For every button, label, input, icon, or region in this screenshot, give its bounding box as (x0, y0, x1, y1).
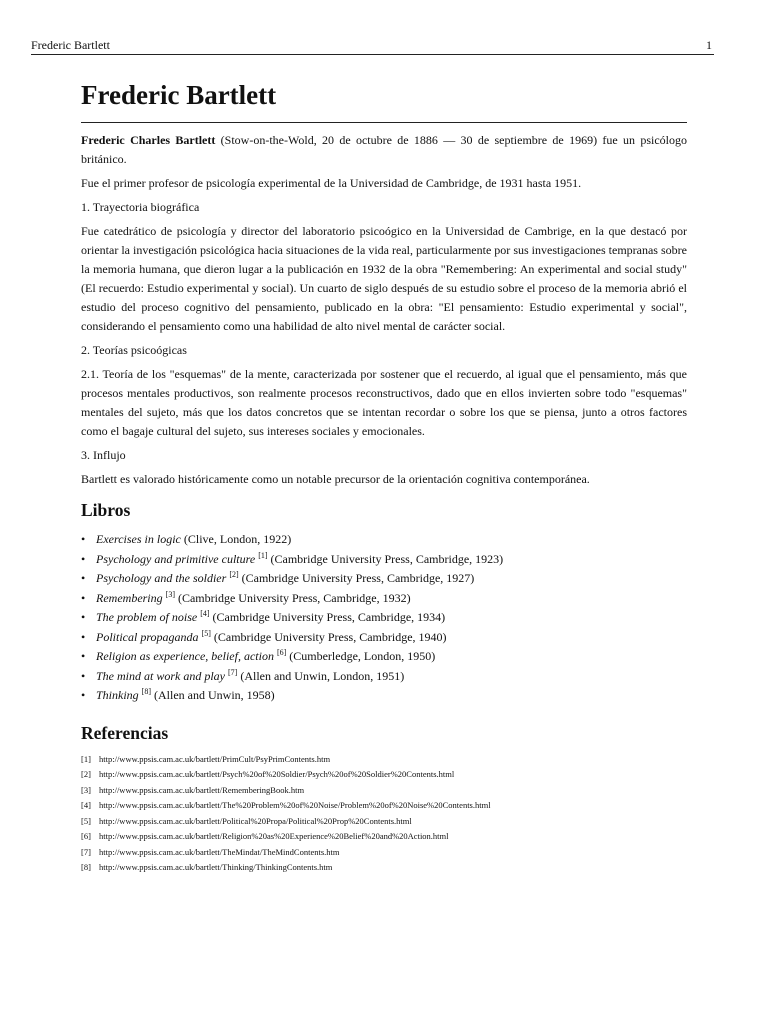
book-details: (Cambridge University Press, Cambridge, 1927) (238, 571, 475, 585)
reference-link[interactable]: http://www.ppsis.cam.ac.uk/bartlett/Psych%20of%20Soldier/Psych%20of%20Soldier%20Contents.html (99, 769, 455, 779)
book-title: Political propaganda (96, 629, 199, 644)
references-heading: Referencias (81, 722, 169, 743)
book-title: Religion as experience, belief, action (96, 649, 274, 663)
book-details: (Cambridge University Press, Cambridge, 1940) (210, 629, 447, 644)
subject-name: Frederic Charles Bartlett (81, 133, 216, 147)
footnote-link[interactable]: [5] (201, 628, 211, 638)
bullet-icon: • (81, 668, 86, 683)
book-item (81, 628, 687, 648)
running-header-title: Frederic Bartlett (31, 38, 110, 52)
footnote-link[interactable]: [7] (228, 667, 238, 677)
reference-number: [4] (81, 800, 91, 810)
bullet-icon: • (81, 532, 86, 546)
bullet-icon: • (81, 551, 86, 566)
book-item (81, 647, 687, 667)
paragraph-1: Fue el primer profesor de psicología experimental de la Universidad de Cambridge, de 1931 hasta 1951. (81, 176, 582, 190)
book-item (81, 530, 687, 550)
footnote-link[interactable]: [2] (229, 570, 239, 579)
books-heading: Libros (81, 500, 131, 520)
header-divider (31, 54, 714, 55)
footnote-link[interactable]: [6] (276, 648, 287, 657)
reference-item (81, 829, 687, 845)
reference-item (81, 814, 687, 830)
reference-item (81, 767, 687, 783)
reference-number: [2] (81, 769, 91, 779)
book-details: (Clive, London, 1922) (180, 532, 292, 546)
book-title: Remembering (96, 590, 163, 605)
book-details: (Cambridge University Press, Cambridge, 1932) (174, 590, 411, 605)
books-list (81, 530, 687, 706)
reference-item (81, 845, 687, 861)
book-title: The problem of noise (96, 610, 198, 624)
book-item (81, 569, 687, 589)
book-item (81, 686, 687, 706)
bullet-icon: • (81, 649, 86, 663)
reference-number: [1] (81, 753, 91, 764)
reference-item (81, 860, 687, 876)
book-title: The mind at work and play (96, 668, 225, 683)
bullet-icon: • (81, 610, 86, 624)
reference-number: [3] (81, 784, 91, 795)
page-title: Frederic Bartlett (81, 80, 277, 110)
book-item (81, 608, 687, 628)
bullet-icon: • (81, 688, 86, 702)
bullet-icon: • (81, 629, 86, 644)
reference-link[interactable]: http://www.ppsis.cam.ac.uk/bartlett/The%20Problem%20of%20Noise/Problem%20of%20Noise%20Contents.html (99, 800, 491, 810)
book-title: Thinking (96, 688, 139, 702)
book-title: Exercises in logic (96, 532, 181, 546)
reference-link[interactable]: http://www.ppsis.cam.ac.uk/bartlett/RememberingBook.htm (99, 784, 305, 795)
book-item (81, 667, 687, 687)
title-divider (81, 122, 687, 123)
reference-link[interactable]: http://www.ppsis.cam.ac.uk/bartlett/PrimCult/PsyPrimContents.htm (99, 753, 331, 764)
footnote-link[interactable]: [8] (141, 687, 151, 696)
footnote-link[interactable]: [3] (165, 589, 175, 599)
reference-number: [8] (81, 862, 91, 872)
book-title: Psychology and the soldier (96, 571, 227, 585)
section-label-2: 2. Teorías psicoógicas (81, 343, 187, 357)
lead-text: (Stow-on-the-Wold, 20 de octubre de 1886 — 30 de septiembre de 1969) fue un psicólogo británico. (81, 133, 687, 166)
book-item (81, 589, 687, 609)
bullet-icon: • (81, 571, 86, 585)
book-details: (Allen and Unwin, 1958) (151, 688, 275, 702)
reference-number: [7] (81, 846, 91, 857)
reference-link[interactable]: http://www.ppsis.cam.ac.uk/bartlett/TheMindat/TheMindContents.htm (99, 846, 340, 857)
paragraph-2: Fue catedrático de psicología y director del laboratorio psicoógico en la Universidad de Cambrige, en la que destacó por orientar la investigación psicológica hacia situaciones de la vida real, particularmente por sus investigaciones tempranas sobre la memoria humana, que dieron lugar a la publicación en 1932 de la obra "Remembering: An experimental and social study" (El recuerdo: Estudio experimental y social). Un cuarto de siglo después de su estudio sobre el proceso de la memoria abrió el estudio del proceso cognitivo del pensamiento, publicado en la obra: "El pensamiento: Estudio experimental y social", considerando el pensamiento como una habilidad de alto nivel mental de carácter social. (81, 224, 687, 333)
reference-link[interactable]: http://www.ppsis.cam.ac.uk/bartlett/Thinking/ThinkingContents.htm (99, 862, 333, 872)
book-details: (Allen and Unwin, London, 1951) (237, 668, 405, 683)
footnote-link[interactable]: [1] (258, 550, 268, 560)
reference-item (81, 752, 687, 768)
book-details: (Cambridge University Press, Cambridge, 1923) (267, 551, 504, 566)
reference-item (81, 783, 687, 799)
bullet-icon: • (81, 590, 86, 605)
reference-link[interactable]: http://www.ppsis.cam.ac.uk/bartlett/Religion%20as%20Experience%20Belief%20and%20Action.html (99, 831, 449, 841)
lead-paragraph (81, 131, 687, 169)
paragraph-4: Bartlett es valorado históricamente como un notable precursor de la orientación cognitiva contemporánea. (81, 472, 590, 486)
reference-number: [5] (81, 815, 91, 826)
reference-item (81, 798, 687, 814)
paragraph-3: 2.1. Teoría de los "esquemas" de la mente, caracterizada por sostener que el recuerdo, al igual que el pensamiento, más que procesos mentales productivos, son realmente procesos reconstructivos, dado que en ellos invierten sobre todo "esquemas" mentales del sujeto, más que los datos concretos que se intentan recordar o sobre los que se piensa, junto a otros factores como el bagaje cultural del sujeto, sus intereses sociales y emocionales. (81, 367, 687, 438)
reference-number: [6] (81, 831, 91, 841)
page-number: 1 (706, 38, 712, 52)
book-title: Psychology and primitive culture (96, 551, 256, 566)
footnote-link[interactable]: [4] (200, 609, 210, 618)
book-details: (Cambridge University Press, Cambridge, 1934) (209, 610, 446, 624)
book-item (81, 550, 687, 570)
article-body (81, 78, 687, 876)
book-details: (Cumberledge, London, 1950) (286, 649, 436, 663)
section-label-3: 3. Influjo (81, 448, 126, 462)
references-list (81, 752, 687, 876)
running-header (31, 38, 712, 53)
reference-link[interactable]: http://www.ppsis.cam.ac.uk/bartlett/Political%20Propa/Political%20Prop%20Contents.html (99, 815, 412, 826)
section-label-1: 1. Trayectoria biográfica (81, 200, 200, 214)
